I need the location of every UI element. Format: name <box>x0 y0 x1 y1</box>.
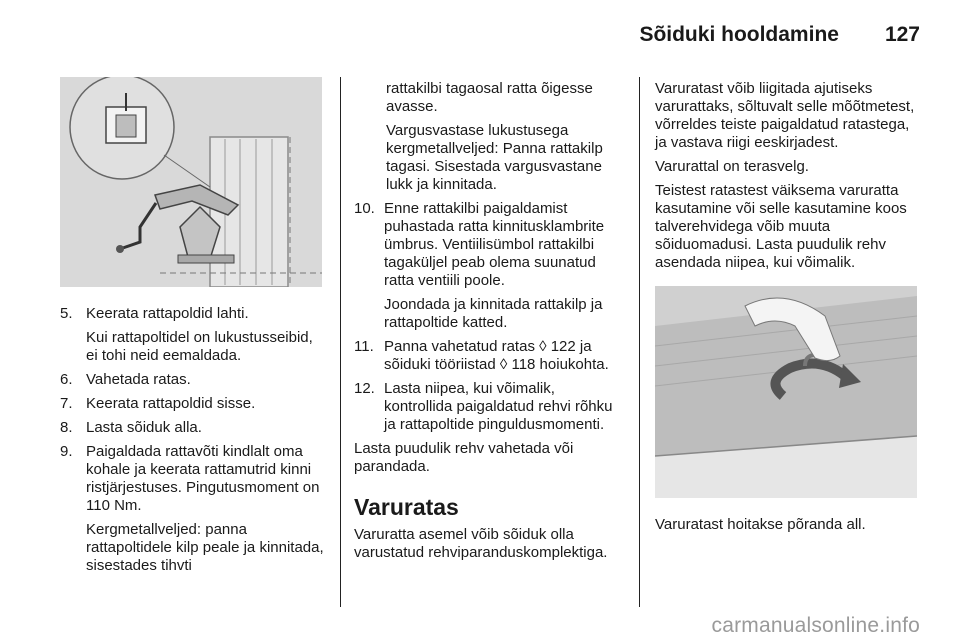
step-text: Enne rattakilbi paigaldamist puhastada ratta kinnitusklambrite ümbrus. Ventiilisümbol rattakilbi tagaküljel peab olema suunatud ratta ventiili poole. <box>384 200 605 289</box>
step-note: Kergmetallveljed: panna rattapoltidele kilp peale ja kinnitada, sisestades tihvti <box>86 521 324 574</box>
step-number: 10. <box>354 200 375 217</box>
step-11 <box>354 338 624 374</box>
step-10 <box>354 200 624 332</box>
watermark: carmanualsonline.info <box>711 614 920 637</box>
step-12 <box>354 380 624 434</box>
step-9 <box>60 443 326 575</box>
step-text: Panna vahetatud ratas ◊ 122 ja sõiduki tööriistad ◊ 118 hoiukohta. <box>384 338 609 373</box>
step-number: 7. <box>60 395 73 412</box>
step-number: 12. <box>354 380 375 397</box>
section-paragraph: Varuratta asemel võib sõiduk olla varustatud rehviparanduskomplektiga. <box>354 526 608 561</box>
paragraph-3: Teistest ratastest väiksema varuratta kasutamine või selle kasutamine koos talverehvidega võib muuta sõiduomadusi. Lasta puudulik rehv asendada niipea, kui võimalik. <box>655 182 907 271</box>
step-number: 6. <box>60 371 73 388</box>
paragraph-1: Varuratast võib liigitada ajutiseks varurattaks, sõltuvalt selle mõõtmetest, võrreldes teiste paigaldatud ratastega, ja vastava riigi eeskirjadest. <box>655 80 915 151</box>
anti-theft-paragraph: Vargusvastase lukustusega kergmetallveljed: Panna rattakilp tagasi. Sisestada vargusvastane lukk ja kinnitada. <box>386 122 603 193</box>
step-text: Lasta niipea, kui võimalik, kontrollida paigaldatud rehvi rõhku ja rattapoltide pinguldusmomenti. <box>384 380 613 433</box>
step-text: Keerata rattapoldid sisse. <box>86 395 256 412</box>
figure-caption: Varuratast hoitakse põranda all. <box>655 516 866 533</box>
step-number: 5. <box>60 305 73 322</box>
step-note: Kui rattapoltidel on lukustusseibid, ei tohi neid eemaldada. <box>86 329 313 364</box>
step-5 <box>60 305 326 365</box>
spare-wheel-cover-illustration-icon <box>655 286 917 498</box>
jack-illustration-icon <box>60 77 322 287</box>
step-note: Joondada ja kinnitada rattakilp ja rattapoltide katted. <box>384 296 603 331</box>
page-header <box>639 20 920 50</box>
column-3 <box>655 80 922 540</box>
step-number: 11. <box>354 338 374 355</box>
repair-paragraph: Lasta puudulik rehv vahetada või parandada. <box>354 440 574 475</box>
step-8 <box>60 419 326 437</box>
step-number: 9. <box>60 443 73 460</box>
column-divider-2 <box>639 77 640 607</box>
step-text: Vahetada ratas. <box>86 371 191 388</box>
step-number: 8. <box>60 419 73 436</box>
step-text: Paigaldada rattavõti kindlalt oma kohale ja keerata rattamutrid kinni ristjärjestuses. Pingutusmoment on 110 Nm. <box>86 443 320 514</box>
section-heading: Varuratas <box>354 494 459 520</box>
paragraph-2: Varurattal on terasvelg. <box>655 158 809 175</box>
column-divider-1 <box>340 77 341 607</box>
column-1 <box>60 77 326 581</box>
step-7 <box>60 395 326 413</box>
step-text: Keerata rattapoldid lahti. <box>86 305 249 322</box>
column-2 <box>354 80 624 568</box>
step-9-continuation: rattakilbi tagaosal ratta õigesse avasse. <box>386 80 593 115</box>
page-number: 127 <box>884 23 920 46</box>
page-title: Sõiduki hooldamine <box>639 23 839 46</box>
step-6 <box>60 371 326 389</box>
step-text: Lasta sõiduk alla. <box>86 419 202 436</box>
